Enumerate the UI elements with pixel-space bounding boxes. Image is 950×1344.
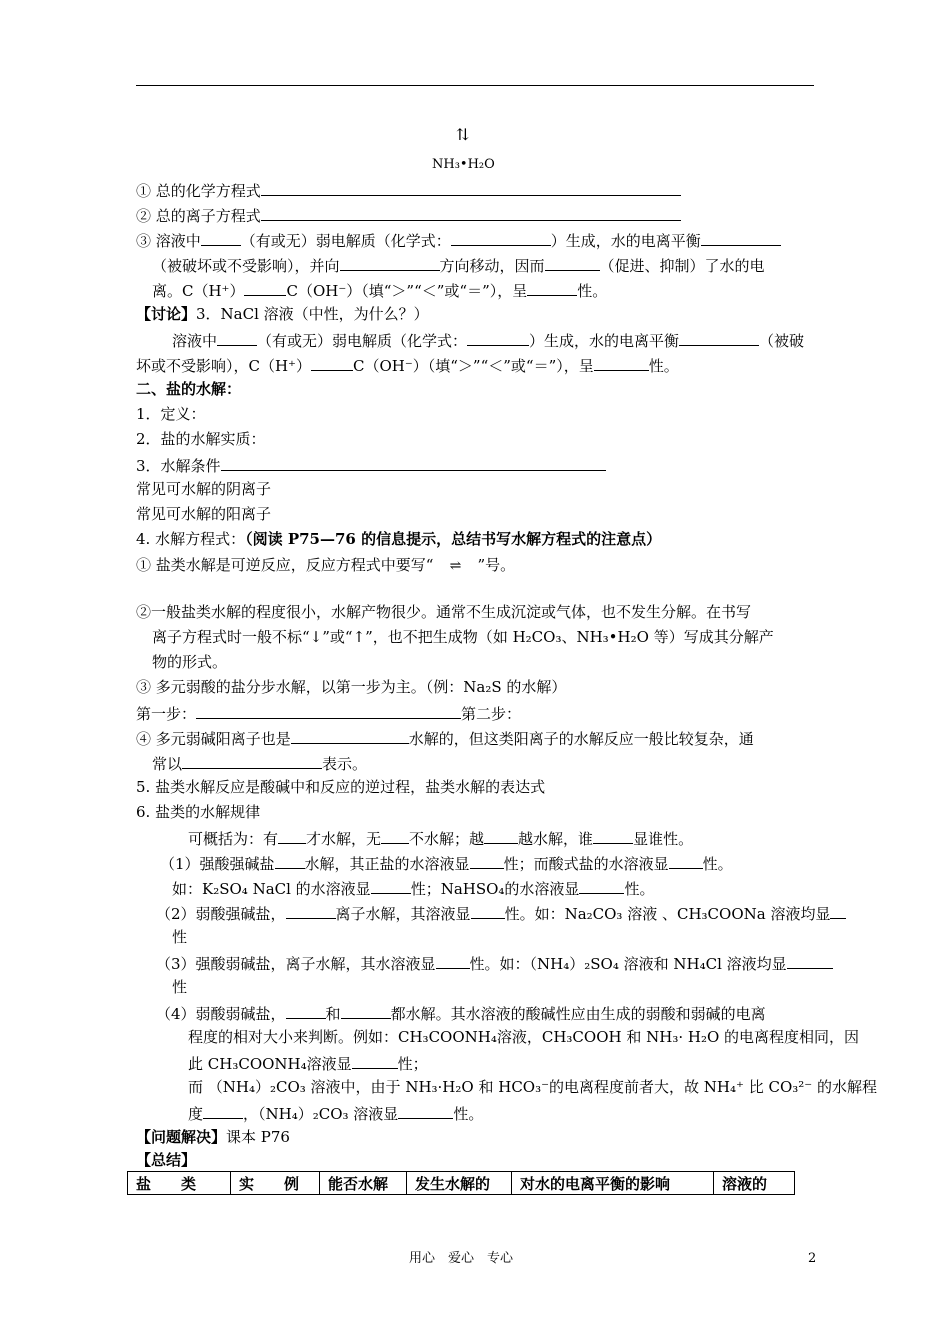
section-heading: 二、盐的水解： (136, 380, 242, 398)
rule-2-end: 性 (172, 928, 188, 946)
table-header-cell: 能否水解 (320, 1172, 407, 1195)
table-header-row (128, 1172, 795, 1195)
footer-text: 用心 爱心 专心 (409, 1251, 514, 1266)
item-equation: 4. 水解方程式：（阅读 P75—76 的信息提示，总结书写水解方程式的注意点） (136, 530, 662, 548)
reversible-arrow-icon: ⇌ (449, 558, 462, 574)
summary-table (127, 1171, 795, 1195)
table-header-cell: 对水的电离平衡的影响 (512, 1172, 714, 1195)
para-2-line-2: 离子方程式时一般不标“↓”或“↑”，也不把生成物（如 H₂CO₃、NH₃•H₂O 等）写成其分解产 (152, 628, 774, 646)
item-essence: 2．盐的水解实质： (136, 430, 266, 448)
item-cations: 常见可水解的阳离子 (136, 505, 272, 523)
discussion-heading: 【讨论】3．NaCl 溶液（中性，为什么？） (136, 305, 429, 323)
para-2-line-3: 物的形式。 (152, 653, 228, 671)
discussion-line-2: 坏或不受影响），C（H⁺） C（OH⁻）（填“＞”“＜”或“＝”），呈 性。 (136, 357, 679, 375)
rule-1-example: 如：K₂SO₄ NaCl 的水溶液显 性；NaHSO₄的水溶液显 性。 (172, 880, 655, 898)
page-number: 2 (808, 1251, 817, 1266)
problem-solving: 【问题解决】课本 P76 (136, 1128, 290, 1146)
line-4: （被破坏或不受影响），并向 方向移动，因而 （促进、抑制）了水的电 (152, 257, 765, 275)
line-chem-eq: ① 总的化学方程式 (136, 180, 681, 200)
rule-2: （2）弱酸强碱盐， 离子水解，其溶液显 性。如：Na₂CO₃ 溶液 、CH₃COONa 溶液均显 (156, 903, 846, 923)
rule-4: （4）弱酸弱碱盐， 和 都水解。其水溶液的酸碱性应由生成的弱酸和弱碱的电离 (156, 1005, 766, 1023)
item-anions: 常见可水解的阴离子 (136, 480, 272, 498)
rule-summary: 可概括为：有 才水解，无 不水解；越 越水解，谁 显谁性。 (188, 830, 694, 848)
table-header-cell: 发生水解的 (407, 1172, 512, 1195)
item-reversible: ① 盐类水解是可逆反应，反应方程式中要写“ ⇌ ”号。 (136, 556, 516, 574)
para-4-line-1: ④ 多元弱碱阳离子也是 水解的，但这类阳离子的水解反应一般比较复杂，通 (136, 730, 754, 748)
table-header-cell: 盐 类 (128, 1172, 231, 1195)
para-4-line-2: 常以 表示。 (152, 755, 368, 773)
table-header-cell: 溶液的 (714, 1172, 795, 1195)
item-5: 5. 盐类水解反应是酸碱中和反应的逆过程，盐类水解的表达式 (136, 778, 546, 796)
rule-3-end: 性 (172, 978, 188, 996)
item-definition: 1．定义： (136, 405, 206, 423)
rule-4-line-2: 程度的相对大小来判断。例如：CH₃COONH₄溶液，CH₃COOH 和 NH₃· H₂O 的电离程度相同，因 (188, 1028, 860, 1046)
rule-4-line-4: 而 （NH₄）₂CO₃ 溶液中，由于 NH₃·H₂O 和 HCO₃⁻的电离程度前者大，故 NH₄⁺ 比 CO₃²⁻ 的水解程 (188, 1078, 877, 1096)
line-5: 离。C（H⁺） C（OH⁻）（填“＞”“＜”或“＝”），呈 性。 (152, 282, 608, 300)
equilibrium-arrow-icon: ⇅ (456, 125, 470, 144)
summary-heading: 【总结】 (136, 1151, 197, 1169)
item-6: 6. 盐类的水解规律 (136, 803, 261, 821)
table-header-cell: 实 例 (231, 1172, 320, 1195)
steps-line: 第一步： 第二步： (136, 705, 522, 723)
nh3h2o-label: NH₃•H₂O (432, 157, 495, 172)
header-rule (136, 85, 814, 86)
line-3: ③ 溶液中 （有或无）弱电解质（化学式： ）生成，水的电离平衡 (136, 230, 781, 250)
rule-4-line-5: 度 ，（NH₄）₂CO₃ 溶液显 性。 (188, 1105, 484, 1123)
discussion-line-1: 溶液中 （有或无）弱电解质（化学式： ）生成，水的电离平衡 （被破 (172, 332, 805, 350)
rule-1: （1）强酸强碱盐 水解，其正盐的水溶液显 性；而酸式盐的水溶液显 性。 (160, 855, 733, 873)
line-ion-eq: ② 总的离子方程式 (136, 205, 681, 225)
rule-3: （3）强酸弱碱盐，离子水解，其水溶液显 性。如：（NH₄）₂SO₄ 溶液和 NH₄Cl 溶液均显 (156, 953, 833, 973)
para-2-line-1: ②一般盐类水解的程度很小，水解产物很少。通常不生成沉淀或气体，也不发生分解。在书写 (136, 603, 752, 621)
rule-4-line-3: 此 CH₃COONH₄溶液显 性； (188, 1055, 428, 1073)
item-condition: 3．水解条件 (136, 455, 606, 475)
para-3: ③ 多元弱酸的盐分步水解，以第一步为主。（例：Na₂S 的水解） (136, 678, 567, 696)
